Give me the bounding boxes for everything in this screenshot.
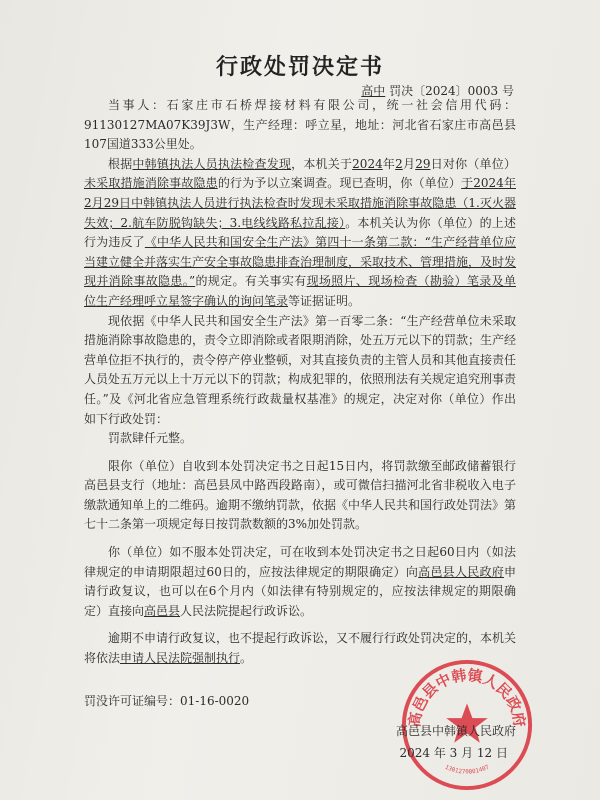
basis-paragraph: 现依据《中华人民共和国安全生产法》第一百零二条：“生产经营单位未采取措施消除事故隐患的，责令立即消除或者限期消除，处五万元以下的罚款；生产经营单位拒不执行的，责令停产停业整顿，对其直接负责的主管人员和其他直接责任人员处五万元以上十万元以下的罚款；构成犯罪的，依照刑法有关规定追究刑事责任。”及《河北省应急管理系统行政裁量权基准》的规定，决定对你（单位）作出如下行政处罚： [84, 313, 517, 426]
document-body [84, 96, 516, 669]
facts-findings: 于2024年2月29日中韩镇执法人员进行执法检查时发现未采取措施消除事故隐患（1.灭火器失效；2.航车防脱钩缺失；3.电线线路私拉乱接） [84, 176, 516, 230]
appeal-court-county: 高邑县 [144, 603, 181, 618]
seal-ring-text: 高邑县中韩镇人民政府 [406, 667, 528, 729]
facts-text: 日对你（单位） [430, 156, 516, 171]
appeal-government: 高邑县人民政府 [418, 564, 504, 579]
document-number-prefix: 高中 [361, 84, 386, 98]
seal-code: 1301270001407 [443, 764, 491, 776]
facts-violation: 未采取措施消除事故隐患 [84, 176, 218, 191]
facts-month: 2 [395, 156, 403, 171]
payment-paragraph: 限你（单位）自收到本处罚决定书之日起15日内，将罚款缴至邮政储蓄银行高邑县支行（地址：高邑县凤中路西段路南），或可微信扫描河北省非税收入电子缴款通知单上的二维码。逾期不缴纳罚款，依据《中华人民共和国行政处罚法》第七十二条第一项规定每日按罚款数额的3%加处罚款。 [84, 458, 517, 532]
issuing-authority: 高邑县中韩镇人民政府 [395, 724, 516, 738]
party-paragraph: 当事人：石家庄市石桥焊接材料有限公司，统一社会信用代码：91130127MA07K39J3W，生产经理：呼立星，地址：河北省石家庄市高邑县107国道333公里处。 [84, 98, 516, 152]
document-number-text: 罚决〔2024〕0003 号 [389, 84, 514, 98]
facts-text: 。本机关认为你（单位）的上述行为违反了 [84, 215, 516, 250]
facts-text: 年 [382, 156, 396, 171]
appeal-text: 人民法院提起行政诉讼。 [180, 603, 313, 618]
enforcement-text: 逾期不申请行政复议，也不提起行政诉讼，又不履行行政处罚决定的，本机关将依法 [84, 631, 517, 666]
appeal-text: 你（单位）如不服本处罚决定，可在收到本处罚决定书之日起60日内（如法律规定的申请期限超过60日的，应按法律规定的期限确定）向 [84, 545, 516, 579]
facts-text: ，本机关于 [291, 156, 353, 171]
facts-year: 2024 [352, 156, 383, 171]
penalty-line: 罚款肆仟元整。 [108, 431, 193, 446]
facts-text: 等证据证明。 [288, 293, 361, 308]
facts-text: 的规定。有关事实有 [195, 274, 307, 289]
facts-law-clause: 《中华人民共和国安全生产法》第四十一条第二款：“生产经营单位应当建立健全并落实生产安全事故隐患排查治理制度，采取技术、管理措施，及时发现并消除事故隐患。” [84, 235, 517, 289]
facts-day: 29 [415, 156, 431, 171]
appeal-text: 申请行政复议，也可以在6个月内（如法律有特别规定的，应按法律规定的期限确定）直接向 [84, 564, 516, 618]
appeal-paragraph [84, 543, 516, 621]
permit-number: 罚没许可证编号：01-16-0020 [84, 694, 250, 708]
facts-text: 根据 [108, 156, 133, 171]
enforcement-action: 申请人民法院强制执行 [120, 651, 241, 666]
facts-paragraph [84, 155, 516, 312]
document-title: 行政处罚决定书 [215, 54, 384, 80]
issue-date: 2024 年 3 月 12 日 [399, 746, 508, 760]
facts-text: 月 [402, 156, 416, 171]
facts-source: 中韩镇执法人员执法检查发现 [132, 156, 292, 171]
facts-evidence: 现场照片、现场检查（勘验）笔录及单位生产经理呼立星签字确认的询问笔录 [84, 274, 516, 308]
facts-text: 的行为予以立案调查。现已查明，你（单位） [217, 176, 462, 191]
enforcement-text: 。 [240, 651, 253, 666]
